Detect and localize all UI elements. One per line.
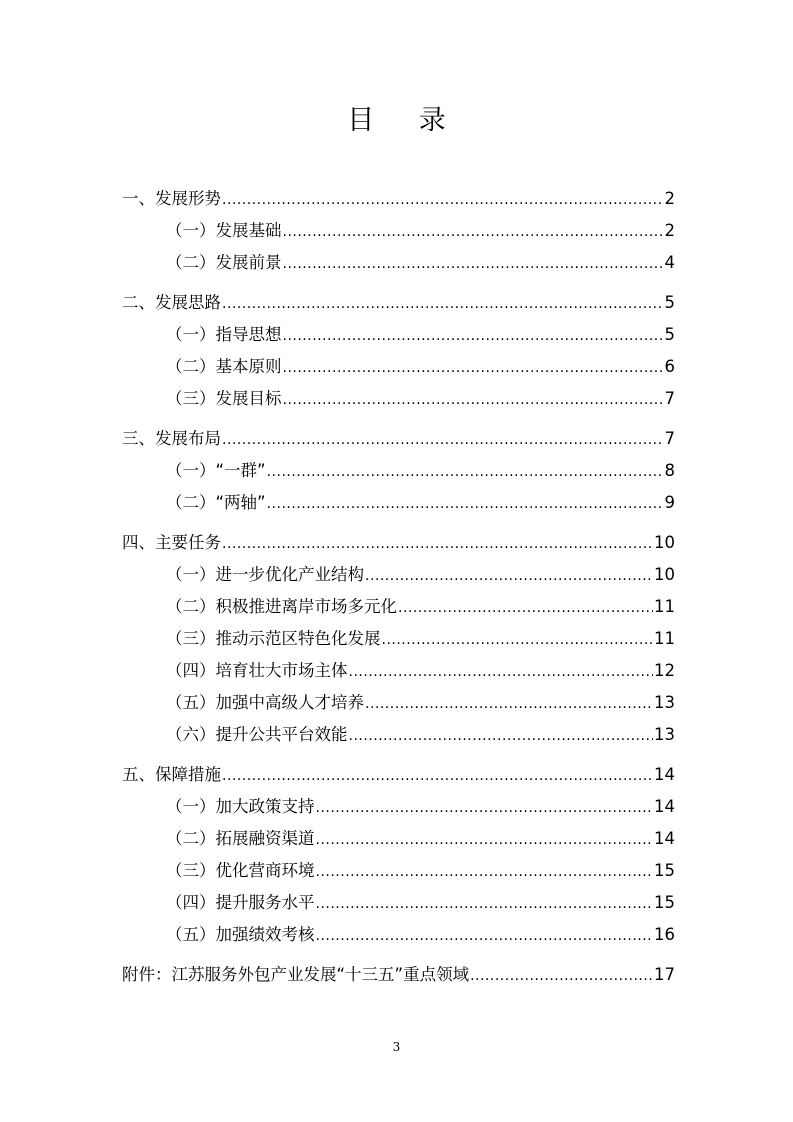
toc-entry-title: 二、发展思路 (122, 293, 221, 312)
toc-entry[interactable] (122, 215, 675, 247)
toc-dot-leader (470, 960, 653, 992)
toc-entry[interactable] (122, 919, 675, 951)
toc-dot-leader (398, 592, 653, 624)
table-of-contents (122, 183, 675, 991)
toc-entry-page: 8 (664, 461, 675, 480)
toc-entry-page: 2 (664, 189, 675, 208)
toc-entry-page: 5 (664, 293, 675, 312)
toc-entry-page: 2 (664, 221, 675, 240)
toc-entry[interactable] (122, 687, 675, 719)
page-number: 3 (392, 1040, 401, 1054)
toc-dot-leader (283, 320, 664, 352)
toc-dot-leader (349, 656, 654, 688)
toc-dot-leader (365, 688, 653, 720)
toc-entry-title: （三）推动示范区特色化发展 (166, 629, 381, 648)
toc-entry-title: （一）指导思想 (166, 325, 282, 344)
toc-entry-title: 五、保障措施 (122, 765, 221, 784)
toc-entry-title: （一）加大政策支持 (166, 797, 315, 816)
toc-entry-page: 5 (664, 325, 675, 344)
toc-entry-title: （四）培育壮大市场主体 (166, 661, 348, 680)
toc-entry-page: 4 (664, 253, 675, 272)
toc-entry-title: （四）提升服务水平 (166, 893, 315, 912)
toc-entry[interactable] (122, 559, 675, 591)
toc-entry-page: 6 (664, 357, 675, 376)
toc-entry-page: 7 (664, 389, 675, 408)
toc-entry-title: （二）“两轴” (166, 493, 266, 512)
toc-entry-title: （二）基本原则 (166, 357, 282, 376)
toc-dot-leader (267, 488, 664, 520)
toc-entry[interactable] (122, 959, 675, 991)
toc-dot-leader (316, 824, 654, 856)
toc-dot-leader (349, 720, 654, 752)
toc-dot-leader (316, 920, 654, 952)
toc-entry[interactable] (122, 487, 675, 519)
toc-entry-title: （二）积极推进离岸市场多元化 (166, 597, 397, 616)
toc-entry-page: 14 (654, 765, 675, 784)
toc-entry-title: （二）拓展融资渠道 (166, 829, 315, 848)
toc-dot-leader (283, 352, 664, 384)
toc-entry[interactable] (122, 655, 675, 687)
toc-entry[interactable] (122, 383, 675, 415)
toc-entry[interactable] (122, 183, 675, 215)
toc-entry-page: 10 (654, 565, 675, 584)
toc-entry-page: 12 (654, 661, 675, 680)
toc-entry-title: 附件：江苏服务外包产业发展“十三五”重点领域 (122, 965, 470, 984)
toc-entry[interactable] (122, 319, 675, 351)
toc-entry[interactable] (122, 759, 675, 791)
toc-entry-page: 14 (654, 797, 675, 816)
toc-entry-title: 三、发展布局 (122, 429, 221, 448)
toc-entry-page: 14 (654, 829, 675, 848)
toc-entry-page: 15 (654, 893, 675, 912)
toc-entry[interactable] (122, 527, 675, 559)
toc-entry-title: （三）发展目标 (166, 389, 282, 408)
toc-entry-page: 11 (654, 629, 675, 648)
toc-dot-leader (222, 184, 664, 216)
toc-dot-leader (316, 792, 654, 824)
toc-entry[interactable] (122, 455, 675, 487)
toc-entry-page: 13 (654, 693, 675, 712)
toc-dot-leader (267, 456, 664, 488)
toc-entry[interactable] (122, 287, 675, 319)
toc-entry[interactable] (122, 351, 675, 383)
toc-entry-title: （五）加强绩效考核 (166, 925, 315, 944)
toc-dot-leader (222, 760, 653, 792)
toc-entry-page: 15 (654, 861, 675, 880)
toc-entry[interactable] (122, 623, 675, 655)
toc-entry-page: 16 (654, 925, 675, 944)
toc-entry-title: （三）优化营商环境 (166, 861, 315, 880)
toc-entry-page: 10 (654, 533, 675, 552)
toc-entry-title: 四、主要任务 (122, 533, 221, 552)
toc-dot-leader (316, 856, 654, 888)
toc-dot-leader (365, 560, 653, 592)
toc-dot-leader (283, 384, 664, 416)
toc-entry[interactable] (122, 791, 675, 823)
toc-dot-leader (283, 248, 664, 280)
toc-entry-page: 7 (664, 429, 675, 448)
toc-entry-title: （六）提升公共平台效能 (166, 725, 348, 744)
toc-dot-leader (316, 888, 654, 920)
toc-entry-title: （二）发展前景 (166, 253, 282, 272)
toc-entry-page: 9 (664, 493, 675, 512)
toc-entry-title: （一）“一群” (166, 461, 266, 480)
toc-entry-page: 17 (654, 965, 675, 984)
toc-entry-title: 一、发展形势 (122, 189, 221, 208)
toc-entry[interactable] (122, 247, 675, 279)
toc-entry-title: （一）进一步优化产业结构 (166, 565, 364, 584)
toc-entry[interactable] (122, 719, 675, 751)
toc-entry[interactable] (122, 423, 675, 455)
toc-dot-leader (382, 624, 654, 656)
toc-entry[interactable] (122, 887, 675, 919)
toc-entry[interactable] (122, 855, 675, 887)
page-title: 目 录 (347, 105, 464, 136)
toc-dot-leader (222, 424, 664, 456)
toc-entry[interactable] (122, 823, 675, 855)
toc-entry-page: 11 (654, 597, 675, 616)
toc-dot-leader (222, 288, 664, 320)
toc-dot-leader (283, 216, 664, 248)
toc-dot-leader (222, 528, 653, 560)
toc-entry-page: 13 (654, 725, 675, 744)
toc-entry-title: （五）加强中高级人才培养 (166, 693, 364, 712)
toc-entry-title: （一）发展基础 (166, 221, 282, 240)
toc-entry[interactable] (122, 591, 675, 623)
